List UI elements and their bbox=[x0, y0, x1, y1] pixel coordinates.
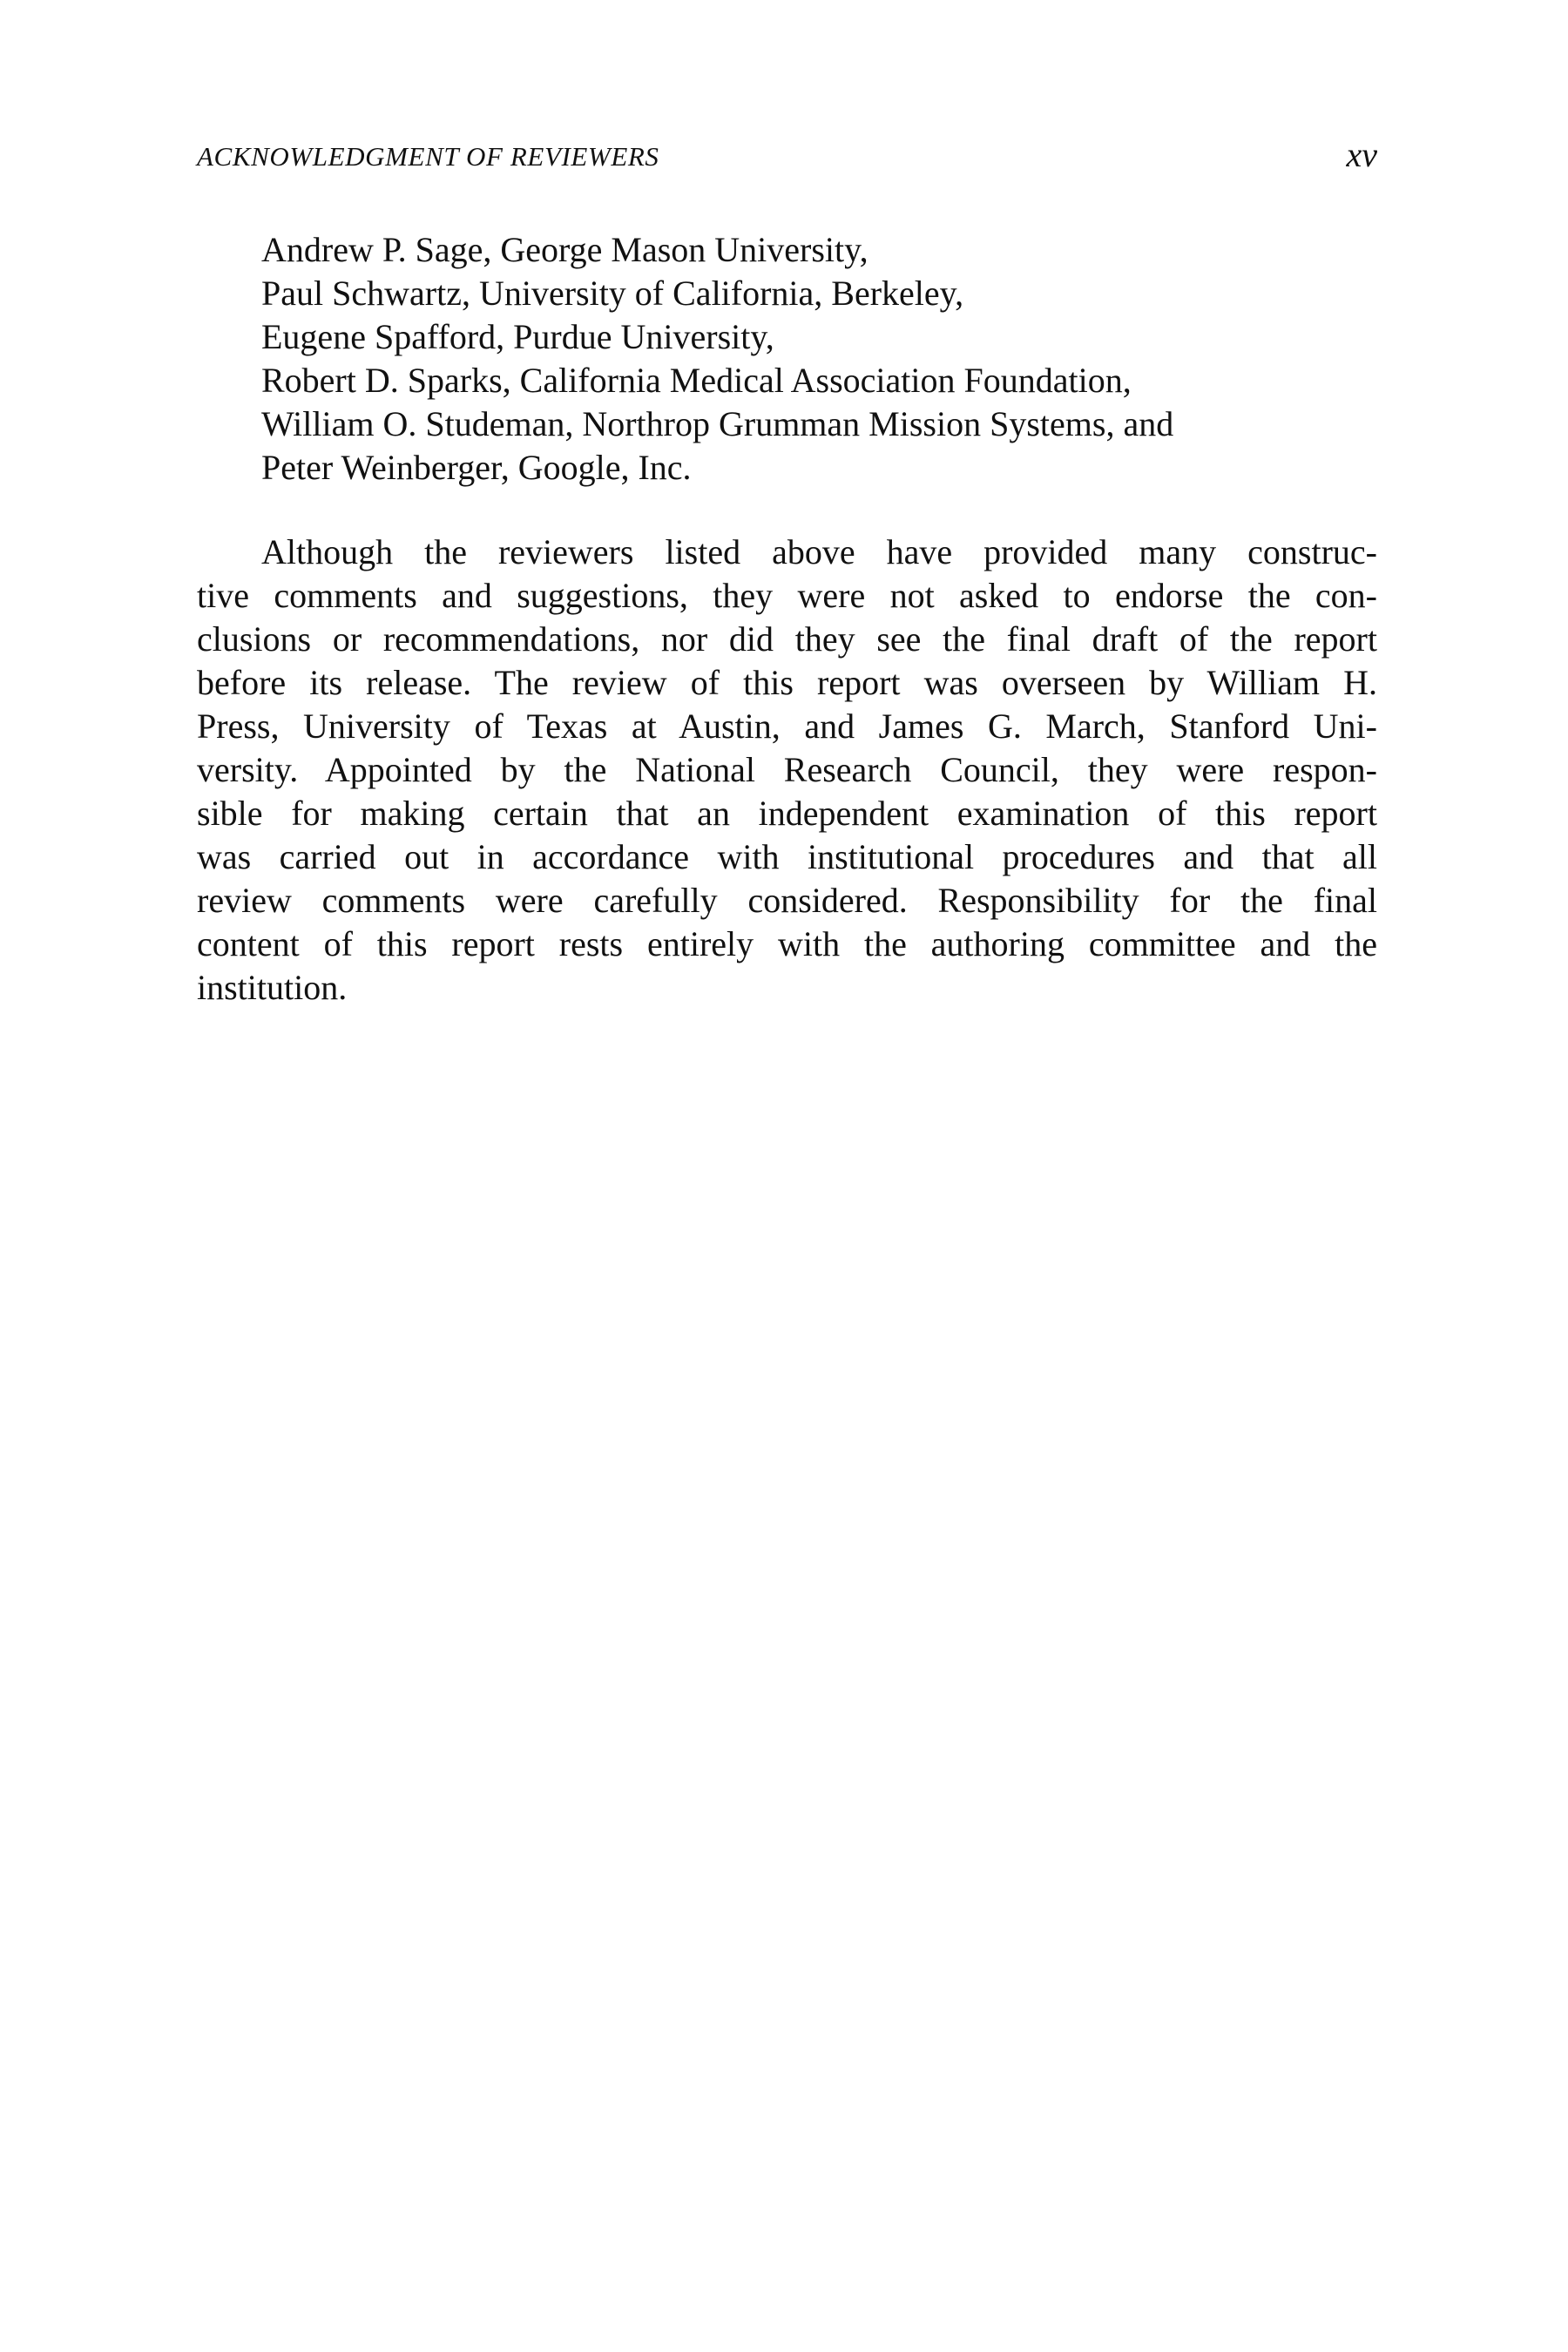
paragraph-line: before its release. The review of this report was overseen by William H. bbox=[197, 663, 1377, 702]
paragraph-line: Although the reviewers listed above have provided many construc- bbox=[261, 532, 1377, 571]
reviewer-entry: Andrew P. Sage, George Mason University, bbox=[261, 230, 868, 269]
paragraph-line: was carried out in accordance with institutional procedures and that all bbox=[197, 837, 1377, 876]
paragraph-line: Press, University of Texas at Austin, and James G. March, Stanford Uni- bbox=[197, 706, 1377, 746]
paragraph-line: clusions or recommendations, nor did they see the final draft of the report bbox=[197, 619, 1377, 659]
paragraph-line: content of this report rests entirely with the authoring committee and the bbox=[197, 924, 1377, 963]
paragraph-line: institution. bbox=[197, 968, 348, 1007]
reviewer-list bbox=[261, 228, 1394, 490]
running-title: ACKNOWLEDGMENT OF REVIEWERS bbox=[197, 141, 659, 172]
paragraph-line: sible for making certain that an independent examination of this report bbox=[197, 794, 1377, 833]
running-header bbox=[197, 135, 1377, 181]
paragraph-line: review comments were carefully considered. Responsibility for the final bbox=[197, 881, 1377, 920]
page-number: xv bbox=[1346, 135, 1377, 174]
reviewer-entry: Robert D. Sparks, California Medical Association Foundation, bbox=[261, 361, 1132, 400]
paragraph-line: tive comments and suggestions, they were not asked to endorse the con- bbox=[197, 576, 1377, 615]
reviewer-entry: Peter Weinberger, Google, Inc. bbox=[261, 448, 692, 487]
reviewer-entry: Eugene Spafford, Purdue University, bbox=[261, 317, 774, 356]
paragraph-line: versity. Appointed by the National Research Council, they were respon- bbox=[197, 750, 1377, 789]
reviewer-entry: Paul Schwartz, University of California, Berkeley, bbox=[261, 274, 964, 313]
reviewer-entry: William O. Studeman, Northrop Grumman Mission Systems, and bbox=[261, 404, 1174, 443]
acknowledgment-paragraph bbox=[197, 531, 1377, 1010]
